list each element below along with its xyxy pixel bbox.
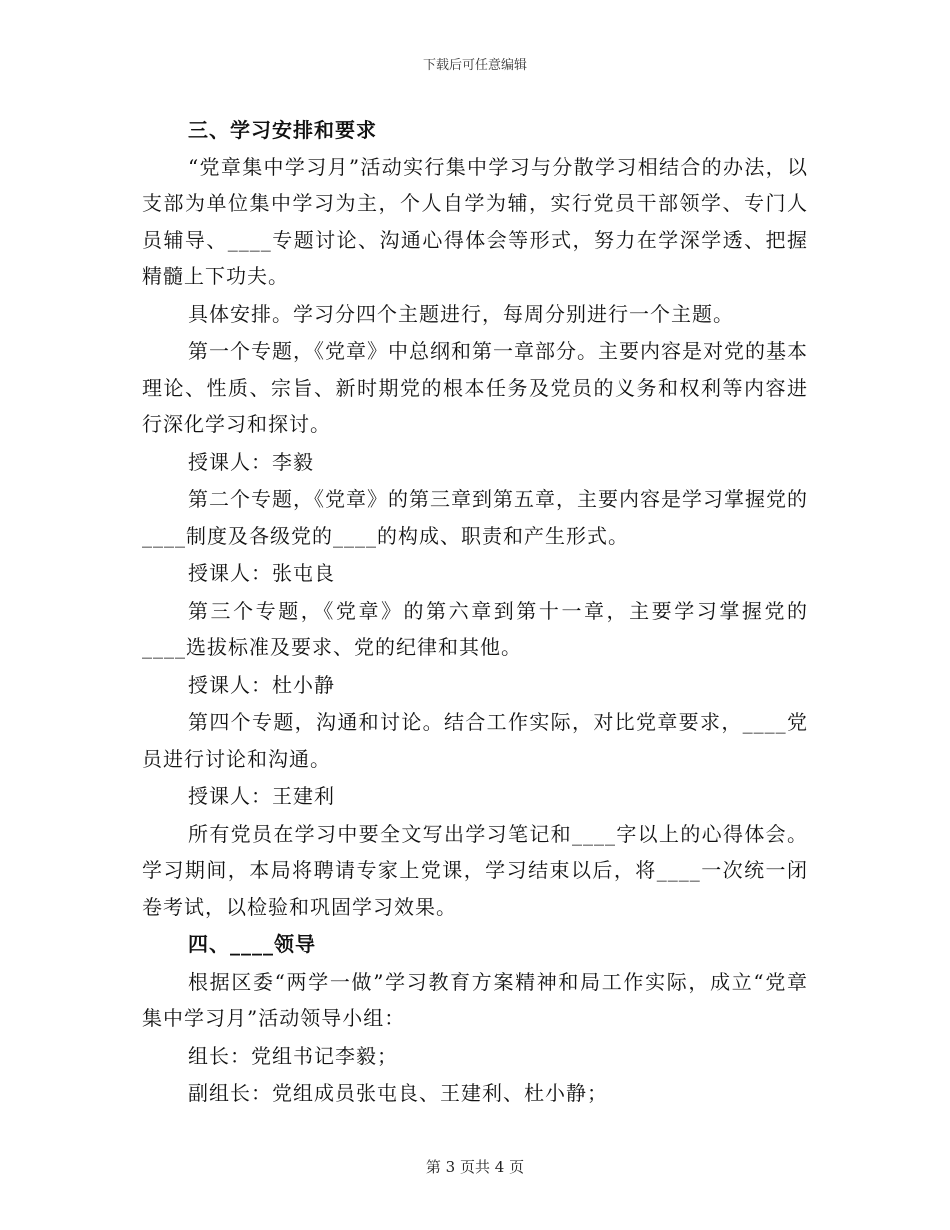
paragraph: 第一个专题，《党章》中总纲和第一章部分。主要内容是对党的基本理论、性质、宗旨、新时期党的根本任务及党员的义务和权利等内容进行深化学习和探讨。 xyxy=(142,339,808,436)
paragraph: 第四个专题，沟通和讨论。结合工作实际，对比党章要求，____党员进行讨论和沟通。 xyxy=(142,710,808,771)
paragraph: 具体安排。学习分四个主题进行，每周分别进行一个主题。 xyxy=(188,301,734,326)
paragraph: “党章集中学习月”活动实行集中学习与分散学习相结合的办法，以支部为单位集中学习为主，个人自学为辅，实行党员干部领学、专门人员辅导、____专题讨论、沟通心得体会等形式，努力在学深学透、把握精髓上下功夫。 xyxy=(142,154,808,288)
section-heading-3: 三、学习安排和要求 xyxy=(188,118,377,142)
paragraph: 第二个专题，《党章》的第三章到第五章，主要内容是学习掌握党的____制度及各级党的____的构成、职责和产生形式。 xyxy=(142,487,808,548)
paragraph: 所有党员在学习中要全文写出学习笔记和____字以上的心得体会。学习期间，本局将聘请专家上党课，学习结束以后，将____一次统一闭卷考试，以检验和巩固学习效果。 xyxy=(142,821,808,919)
section-heading-4: 四、____领导 xyxy=(188,932,316,956)
lecturer-line: 授课人：李毅 xyxy=(188,449,314,474)
lecturer-line: 授课人：王建利 xyxy=(188,784,335,808)
lecturer-line: 授课人：杜小静 xyxy=(188,672,335,697)
document-body xyxy=(142,112,808,1112)
header-note: 下载后可任意编辑 xyxy=(422,58,527,73)
deputy-leader-line: 副组长：党组成员张屯良、王建利、杜小静； xyxy=(188,1081,608,1105)
leader-line: 组长：党组书记李毅； xyxy=(188,1043,398,1068)
paragraph: 第三个专题，《党章》的第六章到第十一章，主要学习掌握党的____选拔标准及要求、党的纪律和其他。 xyxy=(142,598,808,659)
lecturer-line: 授课人：张屯良 xyxy=(188,561,335,585)
paragraph: 根据区委“两学一做”学习教育方案精神和局工作实际，成立“党章集中学习月”活动领导小组： xyxy=(142,969,808,1030)
page-number: 第 3 页共 4 页 xyxy=(425,1158,525,1176)
